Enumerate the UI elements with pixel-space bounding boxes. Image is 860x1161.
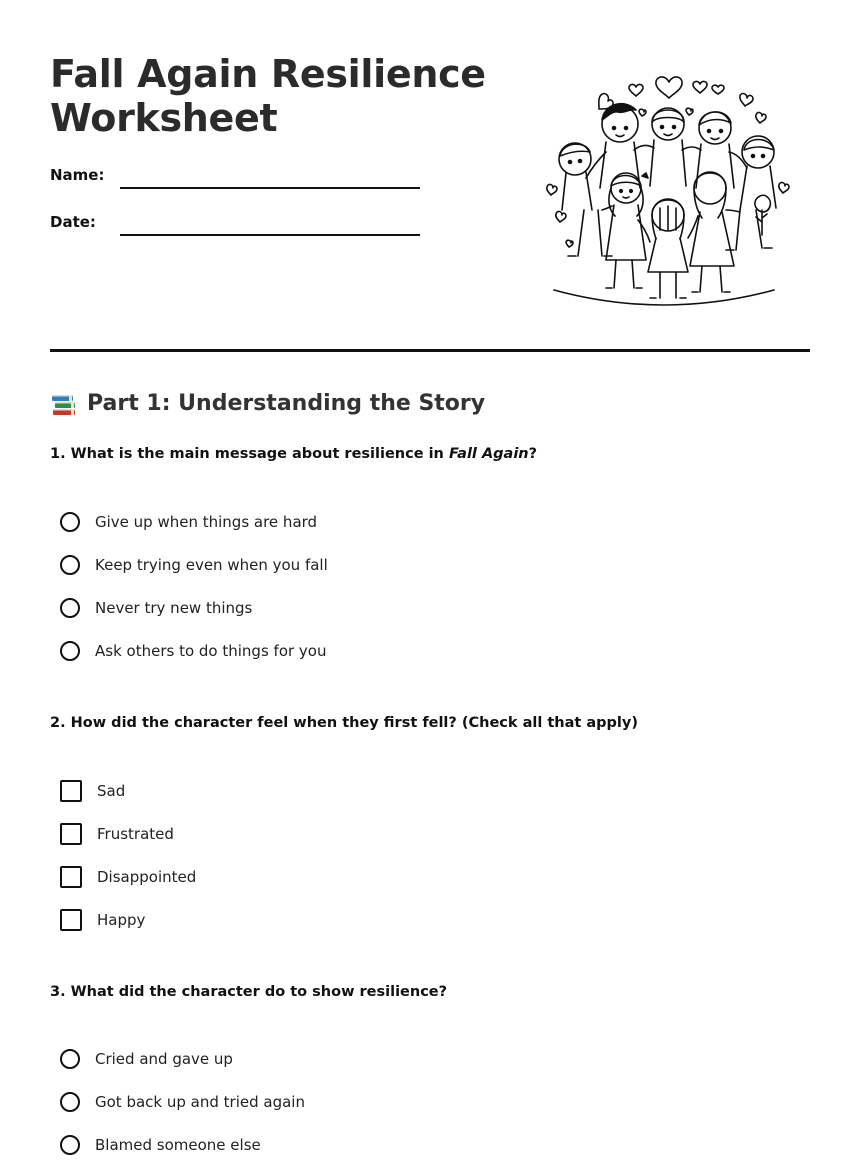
checkbox[interactable] <box>60 823 82 845</box>
option-label: Got back up and tried again <box>95 1093 305 1111</box>
q2-option-3[interactable] <box>60 864 196 890</box>
question-3: 3. What did the character do to show resilience? <box>50 984 448 1000</box>
radio-button[interactable] <box>60 641 80 661</box>
option-label: Never try new things <box>95 599 253 617</box>
radio-button[interactable] <box>60 1049 80 1069</box>
q3-option-3[interactable] <box>60 1132 261 1158</box>
checkbox[interactable] <box>60 909 82 931</box>
part1-title-text: Part 1: Understanding the Story <box>87 391 486 416</box>
name-field[interactable] <box>120 187 420 189</box>
q3-option-2[interactable] <box>60 1089 305 1115</box>
checkbox[interactable] <box>60 866 82 888</box>
option-label: Give up when things are hard <box>95 513 318 531</box>
option-label: Frustrated <box>97 825 174 843</box>
name-label: Name: <box>50 166 105 184</box>
section-divider <box>50 349 810 352</box>
radio-button[interactable] <box>60 1092 80 1112</box>
option-label: Keep trying even when you fall <box>95 556 328 574</box>
option-label: Ask others to do things for you <box>95 642 327 660</box>
question-1: 1. What is the main message about resilience in Fall Again? <box>50 446 538 462</box>
option-label: Disappointed <box>97 868 197 886</box>
q2-option-1[interactable] <box>60 778 125 804</box>
radio-button[interactable] <box>60 555 80 575</box>
question-2: 2. How did the character feel when they first fell? (Check all that apply) <box>50 715 638 731</box>
q1-option-2[interactable] <box>60 552 328 578</box>
option-label: Cried and gave up <box>95 1050 233 1068</box>
q1-option-1[interactable] <box>60 509 317 535</box>
option-label: Blamed someone else <box>95 1136 261 1154</box>
radio-button[interactable] <box>60 512 80 532</box>
book-title: Fall Again <box>448 446 529 462</box>
radio-button[interactable] <box>60 598 80 618</box>
q2-option-2[interactable] <box>60 821 174 847</box>
children-circle-hearts-illustration <box>540 60 790 310</box>
date-label: Date: <box>50 213 96 231</box>
q1-option-3[interactable] <box>60 595 252 621</box>
q3-option-1[interactable] <box>60 1046 233 1072</box>
option-label: Happy <box>97 911 146 929</box>
part1-title <box>50 388 485 420</box>
radio-button[interactable] <box>60 1135 80 1155</box>
q1-option-4[interactable] <box>60 638 327 664</box>
checkbox[interactable] <box>60 780 82 802</box>
books-icon <box>50 390 78 418</box>
option-label: Sad <box>97 782 126 800</box>
worksheet-title: Fall Again Resilience Worksheet <box>50 52 486 140</box>
q2-option-4[interactable] <box>60 907 145 933</box>
date-field[interactable] <box>120 234 420 236</box>
